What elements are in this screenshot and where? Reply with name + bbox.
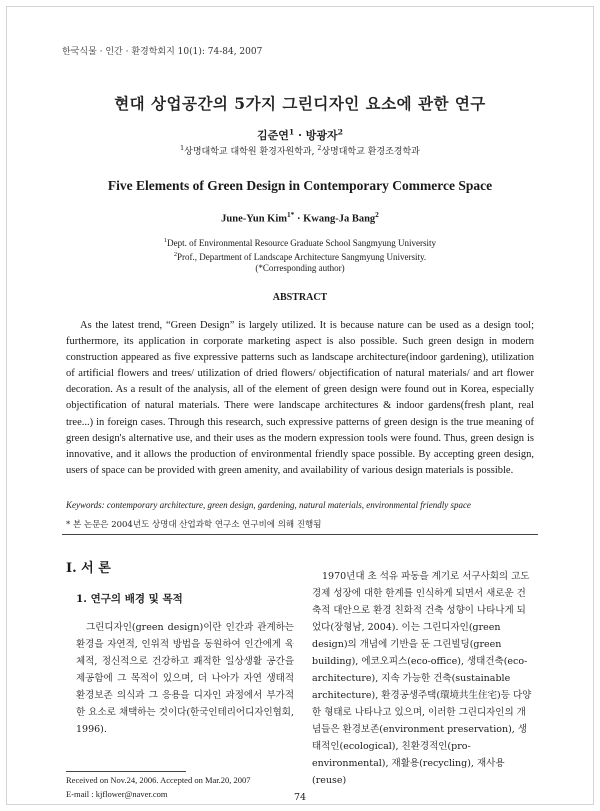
received-date: Received on Nov.24, 2006. Accepted on Mar.20, 2007 [66,775,251,785]
english-affiliation [0,235,600,274]
author-name: 방광자 [305,129,338,142]
journal-header: 한국식물 · 인간 · 환경학회지 10(1): 74-84, 2007 [62,47,263,57]
right-column-paragraph [312,568,532,789]
paragraph-text: 그린디자인(green design)이란 인간과 관계하는 환경을 자연적, 인위적 방법을 동원하여 인간에게 육체적, 정신적으로 건강하고 쾌적한 일상생활 공간을 제공함에 그 목적이 있으며, 더 나아가 자연 생태적 환경보존 의식과 그 응용을 디자인 과정에서 부가적 한 요소로 채택하는 것이다(한국인테리어디자인협회, 1996). [76,622,294,735]
corresponding-email: E-mail : kjflower@naver.com [66,789,168,799]
funding-note: * 본 논문은 2004년도 상명대 산업과학 연구소 연구비에 의해 진행됨 [66,520,322,530]
korean-title: 현대 상업공간의 5가지 그린디자인 요소에 관한 연구 [114,94,486,113]
footnote-divider [66,771,186,772]
korean-affiliation [0,144,600,157]
affiliation-text: Prof., Department of Landscape Architecture Sangmyung University. [177,252,427,262]
affiliation-superscript: 2 [173,251,178,258]
author-separator: · [294,129,306,142]
corresponding-author-note: (*Corresponding author) [255,263,345,273]
abstract-body: As the latest trend, “Green Design” is largely utilized. It is because nature can be used as a design tool; furthermore, its application in corporate marketing aspect is also possible. Such green design in modern construction appeared as five expressive patterns such as landscape architecture(indoor gardening), utilization of artificial flowers and trees/ utilization of dried flowers/ objectification of natural materials/ and art flower decoration. As a result of the analysis, all of the element of green design were found out in Korea, especially objectification of natural materials. There were landscape architectures & indoor gardens(fresh plant, real tree...) in foreign cases. Through this research, such expressive patterns of green design is the true meaning of green design's alternative use, and their uses as the modern expression tools were found. Thus, green design is innovative, and it allows the production of environmental friendly space possible. By accepting green design, users of space can be provided with green amenity, and availability of various design materials is possible. [66,320,534,476]
author-name: June-Yun Kim [221,213,287,225]
english-authors [0,210,600,225]
page-number: 74 [293,792,307,803]
author-superscript: 1* [287,210,295,219]
affiliation-text: 상명대학교 대학원 환경자원학과, [184,147,318,157]
affiliation-line [0,235,600,249]
left-column-paragraph [76,619,294,738]
subsection-heading: 1. 연구의 배경 및 목적 [76,593,183,605]
author-superscript: 1 [288,127,295,137]
affiliation-superscript: 2 [317,145,322,152]
paragraph-text: 1970년대 초 석유 파동을 계기로 서구사회의 고도 경제 성장에 대한 한계를 인식하게 되면서 새로운 건축적 대안으로 환경 친화적 건축 성향이 나타나게 되었다(장형남, 2004). 이는 그린디자인(green design)의 개념에 기반을 둔 그린빌딩(green building), 에코오피스(eco-office), 생태건축(eco-architecture), 지속 가능한 건축(sustainable architecture), 환경공생주택(環境共生住宅)등 다양한 형태로 나타나고 있으며, 이러한 그린디자인의 개념들은 환경보존(environment preservation), 생태적인(ecological), 친환경적인(pro-environmental), 재활용(recycling), 재사용(reuse) [312,571,532,786]
author-name: Kwang-Ja Bang [303,213,376,225]
section-divider [62,534,538,535]
affiliation-line [0,249,600,263]
author-name: 김준연 [257,129,289,142]
affiliation-superscript: 1 [180,145,185,152]
korean-authors [0,127,600,143]
english-title: Five Elements of Green Design in Contemporary Commerce Space [107,178,493,193]
affiliation-text: 상명대학교 환경조경학과 [321,147,420,157]
keywords: Keywords: contemporary architecture, green design, gardening, natural materials, environmental friendly space [66,500,471,510]
abstract-heading: ABSTRACT [272,292,328,303]
affiliation-superscript: 1 [163,237,168,244]
affiliation-text: Dept. of Environmental Resource Graduate School Sangmyung University [167,238,437,248]
author-superscript: 2 [375,210,379,219]
author-separator: · [294,213,304,225]
section-heading: Ⅰ. 서 론 [66,561,111,576]
author-superscript: 2 [337,127,343,137]
